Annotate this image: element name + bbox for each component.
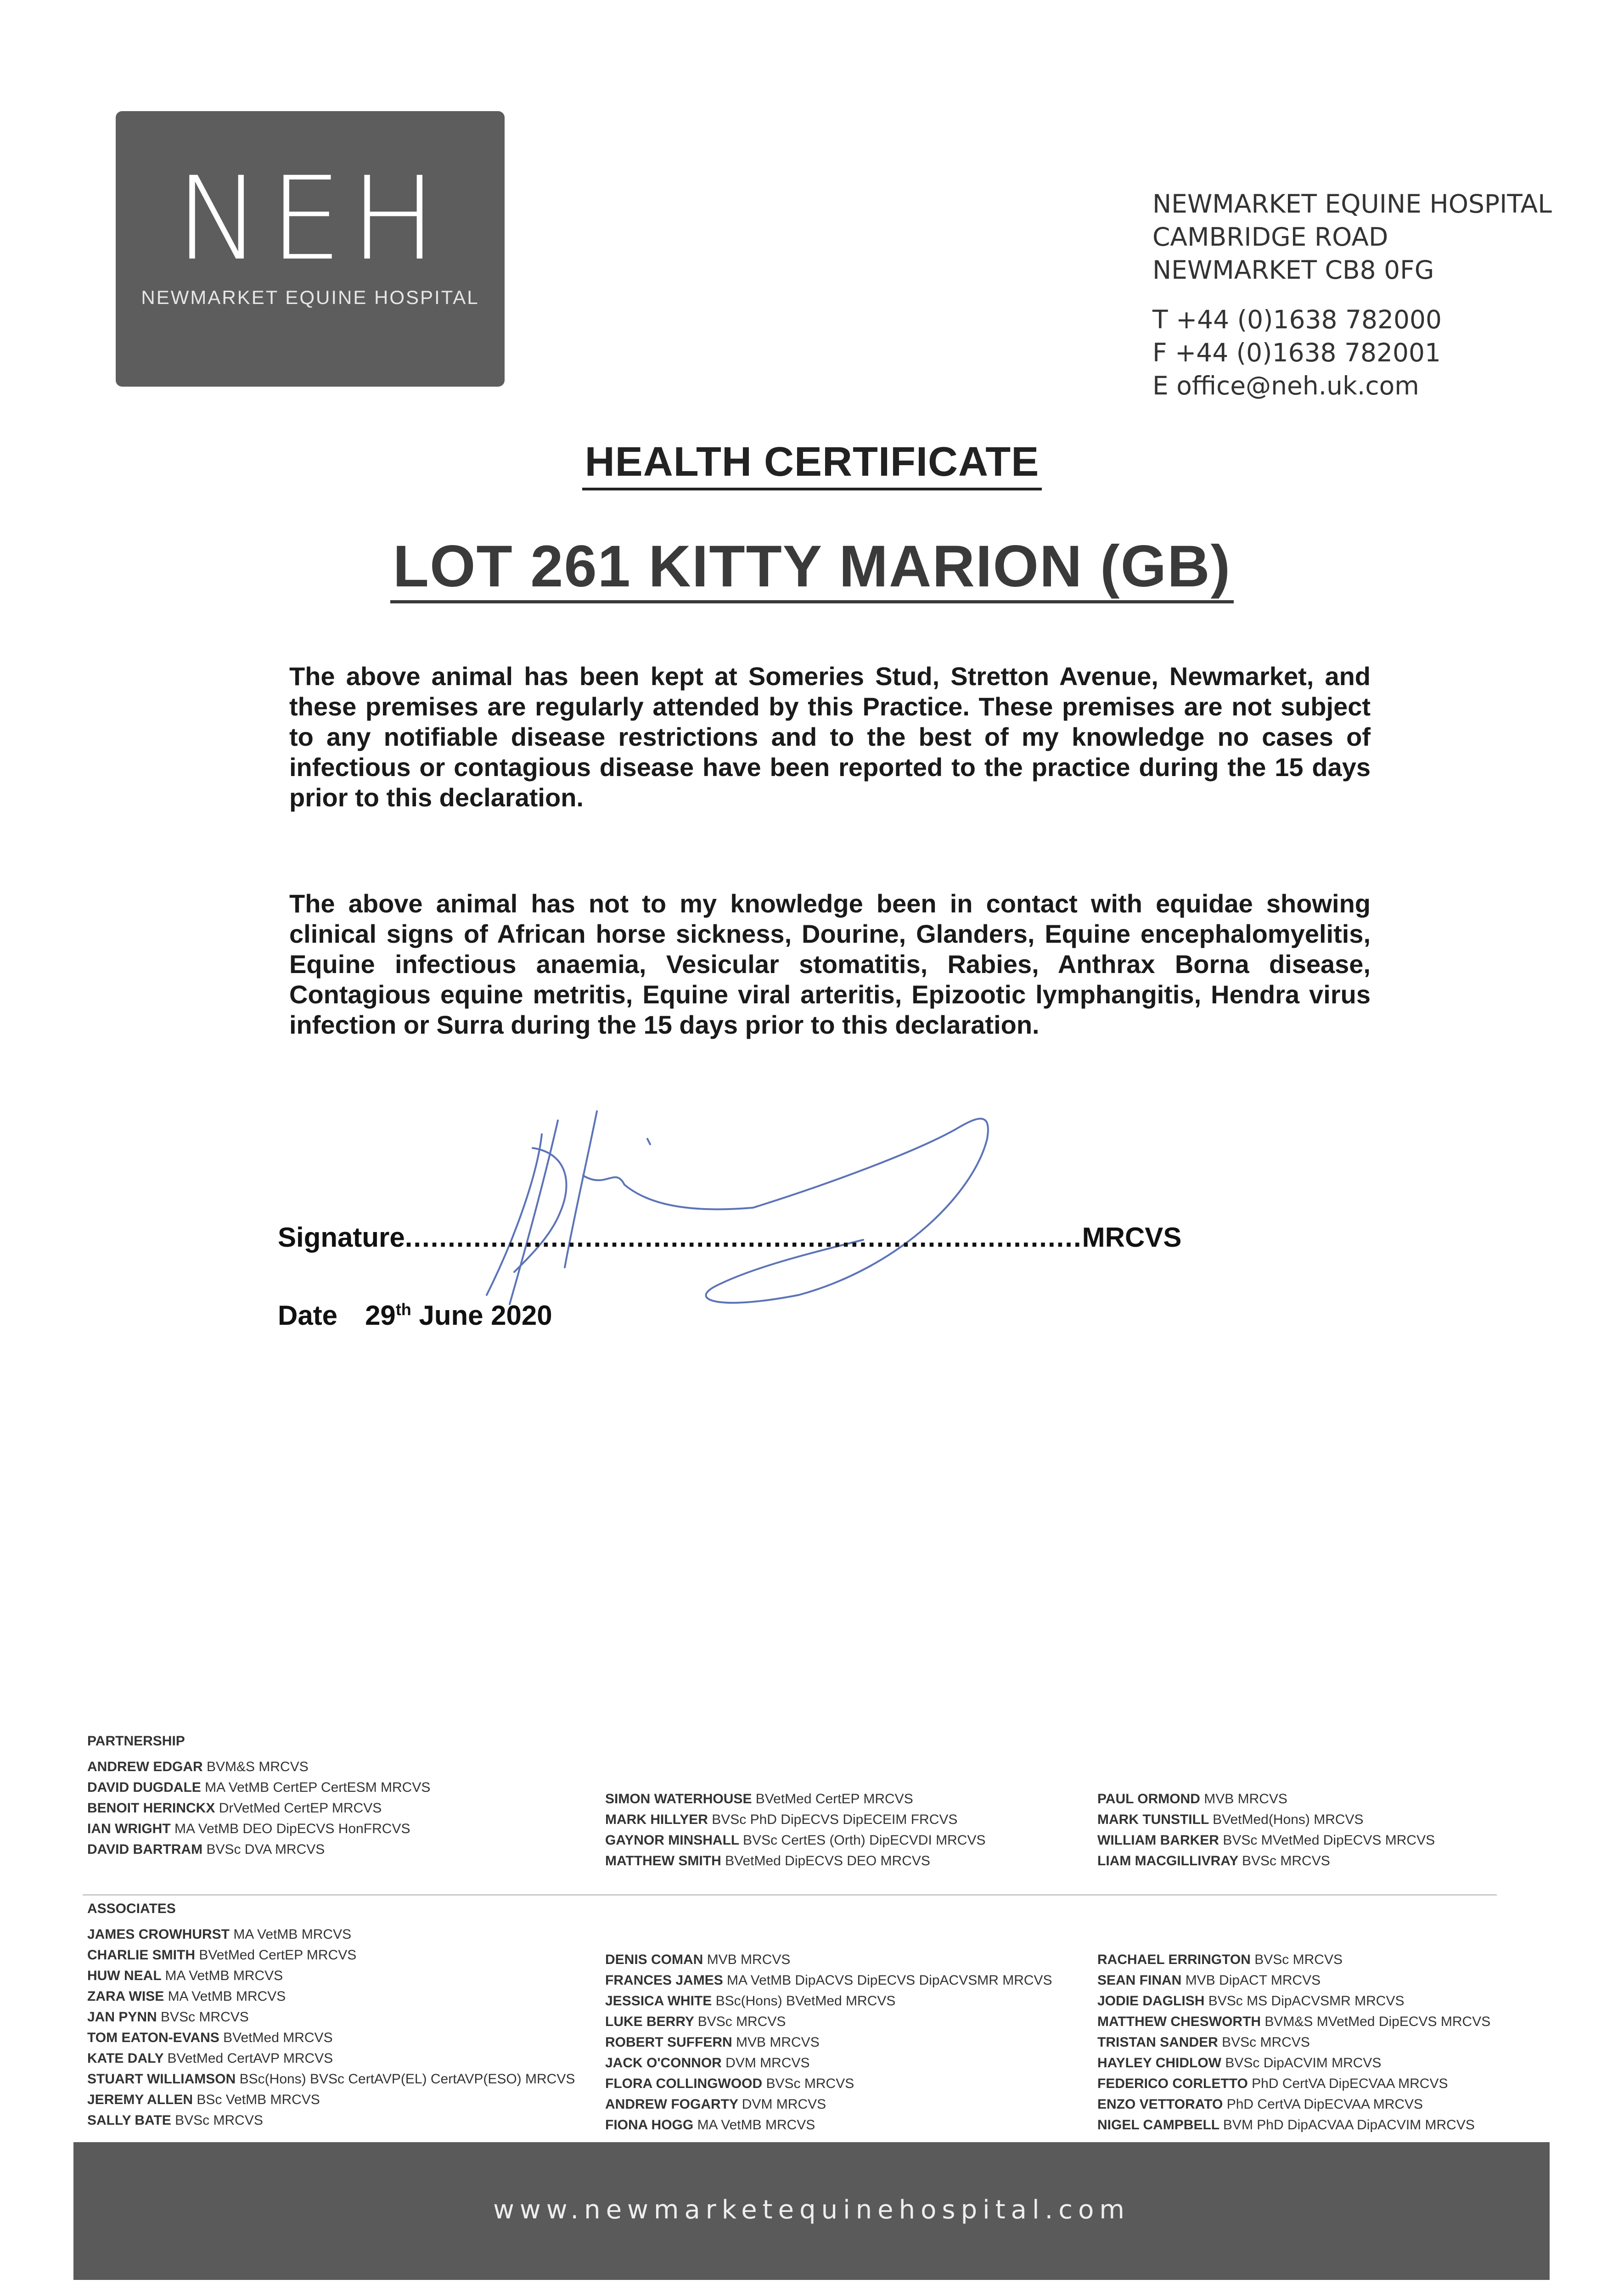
associates-column (1097, 1949, 1490, 2135)
staff-member (87, 1924, 575, 1945)
partnership-column (1097, 1789, 1435, 1871)
staff-name: SIMON WATERHOUSE (605, 1791, 752, 1806)
staff-member (605, 1830, 985, 1851)
staff-qualifications: BVetMed MRCVS (223, 2030, 333, 2045)
staff-qualifications: MA VetMB MRCVS (233, 1927, 352, 1942)
staff-qualifications: BVetMed CertAVP MRCVS (167, 2051, 333, 2066)
signature-suffix: MRCVS (1082, 1222, 1182, 1253)
address-line: NEWMARKET CB8 0FG (1152, 255, 1434, 285)
date-day: 29 (365, 1300, 396, 1331)
staff-qualifications: BVSc MVetMed DipECVS MRCVS (1223, 1833, 1435, 1848)
handwritten-signature (459, 1102, 1010, 1309)
staff-member (1097, 2032, 1490, 2053)
staff-name: ZARA WISE (87, 1989, 164, 2004)
staff-name: ANDREW EDGAR (87, 1759, 203, 1774)
staff-name: PAUL ORMOND (1097, 1791, 1200, 1806)
staff-qualifications: MA VetMB DEO DipECVS HonFRCVS (174, 1821, 410, 1836)
staff-qualifications: MA VetMB DipACVS DipECVS DipACVSMR MRCVS (727, 1973, 1052, 1988)
staff-name: NIGEL CAMPBELL (1097, 2117, 1219, 2133)
staff-member (87, 1839, 430, 1860)
staff-qualifications: BVSc DVA MRCVS (206, 1842, 325, 1857)
staff-name: FIONA HOGG (605, 2117, 694, 2133)
staff-qualifications: BVetMed(Hons) MRCVS (1213, 1812, 1364, 1827)
staff-name: HAYLEY CHIDLOW (1097, 2055, 1222, 2071)
staff-member (1097, 2073, 1490, 2094)
staff-name: KATE DALY (87, 2051, 164, 2066)
staff-name: LIAM MACGILLIVRAY (1097, 1853, 1238, 1868)
staff-qualifications: BSc(Hons) BVetMed MRCVS (715, 1993, 896, 2009)
staff-qualifications: BVM&S MVetMed DipECVS MRCVS (1264, 2014, 1491, 2029)
staff-qualifications: BVSc MS DipACVSMR MRCVS (1208, 1993, 1405, 2009)
staff-name: MARK HILLYER (605, 1812, 708, 1827)
staff-member (605, 1970, 1052, 1991)
staff-member (87, 2007, 575, 2027)
staff-qualifications: BVM&S MRCVS (207, 1759, 309, 1774)
staff-name: TRISTAN SANDER (1097, 2035, 1218, 2050)
staff-name: MATTHEW CHESWORTH (1097, 2014, 1261, 2029)
staff-qualifications: DrVetMed CertEP MRCVS (219, 1801, 382, 1816)
hospital-address (1152, 187, 1602, 287)
staff-member (1097, 1949, 1490, 1970)
staff-member (87, 2089, 575, 2110)
staff-name: JESSICA WHITE (605, 1993, 712, 2009)
staff-name: JEREMY ALLEN (87, 2092, 193, 2107)
date-ordinal: th (395, 1300, 411, 1319)
staff-member (605, 1789, 985, 1809)
staff-member (87, 1777, 430, 1798)
staff-qualifications: DVM MRCVS (725, 2055, 810, 2071)
logo-mark: NEH (175, 152, 445, 286)
staff-member (1097, 2115, 1490, 2135)
associates-label: ASSOCIATES (87, 1901, 176, 1916)
staff-qualifications: MA VetMB CertEP CertESM MRCVS (205, 1780, 431, 1795)
staff-member (605, 2011, 1052, 2032)
staff-qualifications: BVSc MRCVS (175, 2113, 263, 2128)
staff-member (605, 1809, 985, 1830)
staff-member (87, 2069, 575, 2089)
staff-name: STUART WILLIAMSON (87, 2071, 236, 2087)
staff-member (87, 1798, 430, 1818)
staff-member (605, 1991, 1052, 2011)
staff-qualifications: MA VetMB MRCVS (165, 1968, 283, 1983)
signature-label: Signature (278, 1222, 405, 1253)
staff-name: JODIE DAGLISH (1097, 1993, 1205, 2009)
staff-name: CHARLIE SMITH (87, 1947, 195, 1963)
staff-name: FEDERICO CORLETTO (1097, 2076, 1248, 2091)
staff-name: ANDREW FOGARTY (605, 2097, 738, 2112)
staff-name: HUW NEAL (87, 1968, 162, 1983)
section-divider (83, 1894, 1497, 1896)
staff-name: DENIS COMAN (605, 1952, 703, 1967)
logo-name: NEWMARKET EQUINE HOSPITAL (141, 287, 479, 308)
staff-qualifications: MVB MRCVS (1204, 1791, 1287, 1806)
staff-member (87, 1945, 575, 1965)
staff-member (605, 2053, 1052, 2073)
email-line: E office@neh.uk.com (1152, 371, 1419, 400)
staff-member (1097, 1970, 1490, 1991)
signature-dotted-line: ............................................................................... (405, 1222, 1082, 1253)
staff-member (87, 2110, 575, 2131)
staff-qualifications: BVSc MRCVS (766, 2076, 854, 2091)
staff-qualifications: BVSc DipACVIM MRCVS (1225, 2055, 1382, 2071)
staff-member (1097, 2053, 1490, 2073)
website-url[interactable]: www.newmarketequinehospital.com (493, 2195, 1130, 2225)
staff-name: RACHAEL ERRINGTON (1097, 1952, 1251, 1967)
staff-qualifications: PhD CertVA DipECVAA MRCVS (1226, 2097, 1423, 2112)
lot-title-row (0, 533, 1624, 603)
staff-name: MATTHEW SMITH (605, 1853, 721, 1868)
staff-member (605, 2094, 1052, 2115)
staff-name: SEAN FINAN (1097, 1973, 1182, 1988)
staff-name: SALLY BATE (87, 2113, 171, 2128)
declaration-paragraph-premises: The above animal has been kept at Someries Stud, Stretton Avenue, Newmarket, and these premises are regularly attended by this Practice. These premises are not subject to any notifiable disease restrictions and to the best of my knowledge no cases of infectious or contagious disease have been reported to the practice during the 15 days prior to this declaration. (289, 662, 1371, 812)
staff-member (1097, 1789, 1435, 1809)
staff-qualifications: MVB DipACT MRCVS (1185, 1973, 1321, 1988)
staff-member (87, 2048, 575, 2069)
staff-name: DAVID BARTRAM (87, 1842, 203, 1857)
staff-qualifications: BSc(Hons) BVSc CertAVP(EL) CertAVP(ESO) MRCVS (239, 2071, 575, 2087)
staff-name: JAMES CROWHURST (87, 1927, 230, 1942)
staff-member (1097, 1991, 1490, 2011)
staff-qualifications: BVSc MRCVS (1222, 2035, 1310, 2050)
certificate-title-row (0, 439, 1624, 490)
staff-name: FRANCES JAMES (605, 1973, 723, 1988)
staff-qualifications: MVB MRCVS (707, 1952, 791, 1967)
staff-name: LUKE BERRY (605, 2014, 694, 2029)
staff-member (1097, 1851, 1435, 1871)
address-line: NEWMARKET EQUINE HOSPITAL (1152, 189, 1552, 219)
staff-name: FLORA COLLINGWOOD (605, 2076, 763, 2091)
lot-title: LOT 261 KITTY MARION (GB) (390, 533, 1234, 603)
staff-member (1097, 2094, 1490, 2115)
staff-member (605, 1851, 985, 1871)
staff-name: DAVID DUGDALE (87, 1780, 201, 1795)
staff-name: ROBERT SUFFERN (605, 2035, 732, 2050)
staff-member (605, 1949, 1052, 1970)
staff-name: BENOIT HERINCKX (87, 1801, 215, 1816)
staff-name: GAYNOR MINSHALL (605, 1833, 739, 1848)
staff-qualifications: BSc VetMB MRCVS (197, 2092, 320, 2107)
staff-qualifications: BVSc MRCVS (1242, 1853, 1330, 1868)
staff-name: IAN WRIGHT (87, 1821, 171, 1836)
staff-member (87, 2027, 575, 2048)
staff-member (87, 1965, 575, 1986)
staff-member (87, 1986, 575, 2007)
staff-qualifications: BVetMed CertEP MRCVS (199, 1947, 357, 1963)
staff-qualifications: BVetMed DipECVS DEO MRCVS (725, 1853, 930, 1868)
staff-qualifications: MA VetMB MRCVS (697, 2117, 815, 2133)
staff-qualifications: BVSc MRCVS (161, 2009, 249, 2025)
staff-qualifications: BVSc PhD DipECVS DipECEIM FRCVS (712, 1812, 958, 1827)
hospital-contact (1152, 303, 1602, 402)
staff-name: MARK TUNSTILL (1097, 1812, 1209, 1827)
partnership-label: PARTNERSHIP (87, 1733, 185, 1749)
footer-band (73, 2142, 1550, 2280)
staff-qualifications: DVM MRCVS (742, 2097, 826, 2112)
staff-name: WILLIAM BARKER (1097, 1833, 1219, 1848)
partnership-column (87, 1756, 430, 1860)
staff-name: ENZO VETTORATO (1097, 2097, 1223, 2112)
staff-qualifications: MVB MRCVS (736, 2035, 820, 2050)
staff-member (605, 2115, 1052, 2135)
staff-qualifications: BVSc CertES (Orth) DipECVDI MRCVS (743, 1833, 986, 1848)
staff-member (605, 2032, 1052, 2053)
address-line: CAMBRIDGE ROAD (1152, 222, 1388, 252)
date-label: Date (278, 1300, 338, 1331)
staff-member (1097, 1830, 1435, 1851)
associates-column (605, 1949, 1052, 2135)
date-row (278, 1300, 552, 1331)
fax-line: F +44 (0)1638 782001 (1152, 338, 1441, 367)
staff-qualifications: PhD CertVA DipECVAA MRCVS (1252, 2076, 1448, 2091)
partnership-column (605, 1789, 985, 1871)
staff-member (1097, 1809, 1435, 1830)
signature-row (278, 1221, 1181, 1253)
staff-qualifications: BVSc MRCVS (697, 2014, 786, 2029)
associates-column (87, 1924, 575, 2131)
staff-qualifications: BVetMed CertEP MRCVS (755, 1791, 913, 1806)
phone-line: T +44 (0)1638 782000 (1152, 305, 1442, 334)
staff-qualifications: BVM PhD DipACVAA DipACVIM MRCVS (1223, 2117, 1475, 2133)
staff-name: JAN PYNN (87, 2009, 157, 2025)
staff-name: TOM EATON-EVANS (87, 2030, 219, 2045)
staff-qualifications: BVSc MRCVS (1254, 1952, 1343, 1967)
neh-logo (116, 111, 505, 387)
staff-member (87, 1818, 430, 1839)
staff-member (605, 2073, 1052, 2094)
staff-member (1097, 2011, 1490, 2032)
date-month-year: June 2020 (411, 1300, 552, 1331)
staff-qualifications: MA VetMB MRCVS (168, 1989, 286, 2004)
staff-member (87, 1756, 430, 1777)
certificate-title: HEALTH CERTIFICATE (582, 439, 1042, 490)
staff-name: JACK O'CONNOR (605, 2055, 722, 2071)
declaration-paragraph-contact: The above animal has not to my knowledge been in contact with equidae showing clinical signs of African horse sickness, Dourine, Glanders, Equine encephalomyelitis, Equine infectious anaemia, Vesicular stomatitis, Rabies, Anthrax Borna disease, Contagious equine metritis, Equine viral arteritis, Epizootic lymphangitis, Hendra virus infection or Surra during the 15 days prior to this declaration. (289, 889, 1371, 1039)
